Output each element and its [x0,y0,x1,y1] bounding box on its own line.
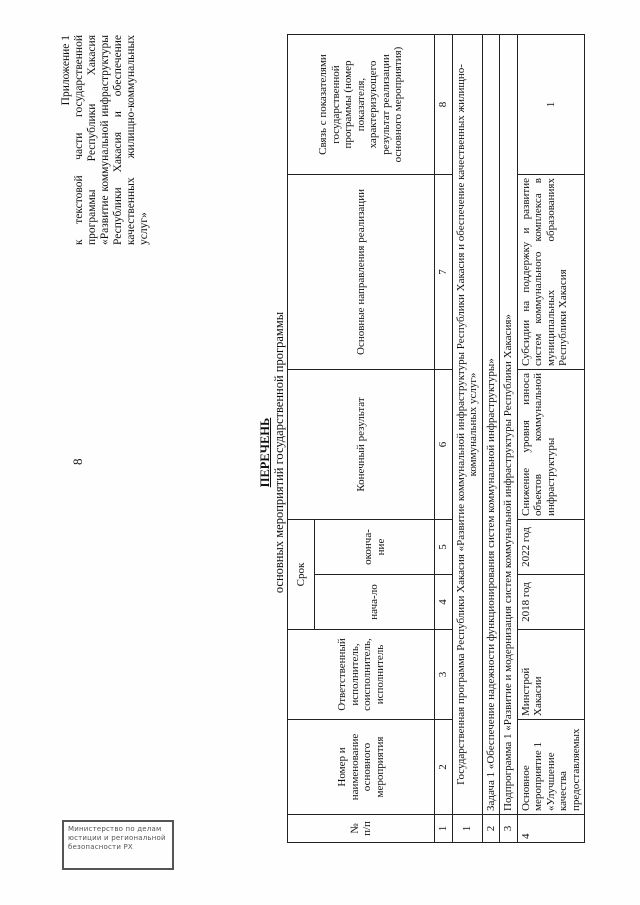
header-name: Номер и наименование основного мероприятия [288,720,435,815]
colnum-4: 4 [435,575,453,630]
header-srok: Срок [288,520,315,630]
header-end: оконча-ние [315,520,435,575]
registration-stamp [62,820,174,870]
row2-text: Задача 1 «Обеспечение надежности функционирования систем коммунальной инфраструктуры» [482,35,500,815]
measures-table [287,34,585,843]
appendix-title: Приложение 1 [60,35,72,106]
row4-num: 4 [517,815,585,843]
row4-name: Основное мероприятие 1 «Улучшение качества предоставляемых [517,720,585,815]
colnum-8: 8 [435,35,453,175]
header-link: Связь с показателями государственной программы (номер показателя, характеризующего результат реализации основного мероприятия) [288,35,435,175]
colnum-7: 7 [435,175,453,370]
table-row [517,35,585,843]
page-number: 8 [70,458,85,465]
row4-start: 2018 год [517,575,585,630]
row3-text: Подпрограмма 1 «Развитие и модернизация систем коммунальной инфраструктуры Республики Хакасия» [500,35,518,815]
colnum-6: 6 [435,370,453,520]
colnum-3: 3 [435,630,453,720]
header-directions: Основные направления реализации [288,175,435,370]
colnum-2: 2 [435,720,453,815]
document-title: ПЕРЕЧЕНЬ [258,417,272,488]
appendix-text: к текстовой части государственной программы Республики Хакасия «Развитие коммунальной инфраструктуры Республики Хакасия и обеспечение качественных жилищно-коммунальных услуг» [73,35,150,245]
table-row [500,35,518,843]
row4-link: 1 [517,35,585,175]
colnum-5: 5 [435,520,453,575]
appendix-note [60,35,151,245]
row4-result: Снижение уровня износа объектов коммунальной инфраструктуры [517,370,585,520]
document-subtitle: основных мероприятий государственной программы [272,311,286,594]
table-row [482,35,500,843]
header-executor: Ответственный исполнитель, соисполнитель, исполнитель [288,630,435,720]
row4-directions: Субсидии на поддержку и развитие систем коммунального комплекса в муниципальных образованиях Республики Хакасия [517,175,585,370]
row3-num: 3 [500,815,518,843]
row4-executor: Минстрой Хакасии [517,630,585,720]
header-num: № п/п [288,815,435,843]
header-start: нача-ло [315,575,435,630]
table-row [452,35,482,843]
row1-text: Государственная программа Республики Хакасия «Развитие коммунальной инфраструктуры Республики Хакасия и обеспечение качественных жилищно-коммунальных услуг» [452,35,482,815]
row4-end: 2022 год [517,520,585,575]
colnum-1: 1 [435,815,453,843]
column-numbers-row [435,35,453,843]
row1-num: 1 [452,815,482,843]
header-result: Конечный результат [288,370,435,520]
header-row [288,35,315,843]
stamp-text: Министерство по делам юстиции и региональной безопасности РХ [68,825,166,851]
row2-num: 2 [482,815,500,843]
